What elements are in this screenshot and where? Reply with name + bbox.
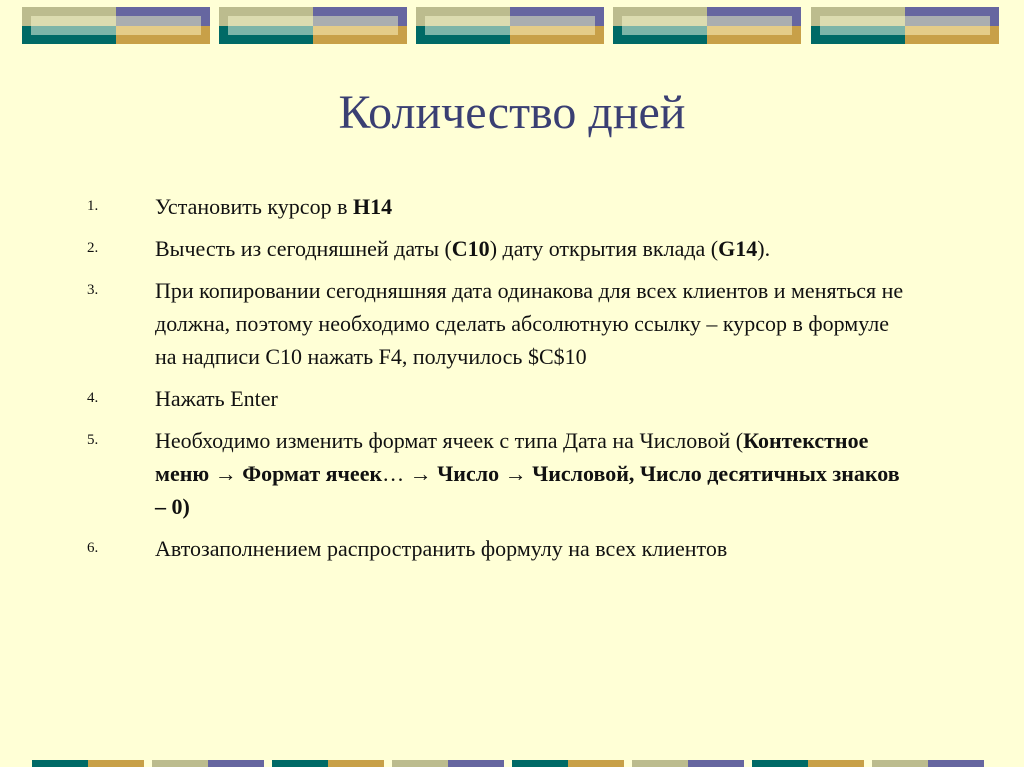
slide-title: Количество дней: [338, 86, 686, 139]
step-text: … →: [382, 461, 438, 486]
step-text: →: [499, 461, 533, 486]
step-text-bold: H14: [352, 194, 393, 219]
step-item: [0, 232, 915, 265]
deco-band: [425, 26, 510, 36]
step-number: 6.: [87, 540, 99, 556]
deco-band: [313, 26, 398, 36]
deco-segment: [392, 760, 448, 767]
deco-band: [707, 26, 792, 36]
deco-segment: [752, 760, 808, 767]
step-item: [0, 190, 915, 223]
deco-band: [905, 16, 990, 26]
deco-block: [416, 7, 604, 44]
deco-band: [31, 26, 116, 36]
step-text: ) дату открытия вклада (: [489, 236, 719, 261]
step-item: [0, 274, 915, 373]
deco-band: [31, 16, 116, 26]
step-text: Необходимо изменить формат ячеек с типа Дата на Числовой (: [155, 428, 744, 453]
top-decorative-bar: [0, 0, 1024, 50]
step-text: ).: [757, 236, 771, 261]
deco-band: [116, 26, 201, 36]
deco-band: [622, 26, 707, 36]
step-number: 3.: [87, 282, 99, 298]
deco-band: [820, 26, 905, 36]
step-text: →: [209, 461, 243, 486]
step-item: [0, 424, 915, 523]
step-item: [0, 532, 915, 565]
steps-list: [0, 190, 1024, 574]
step-item: [0, 382, 915, 415]
deco-band: [116, 16, 201, 26]
deco-segment: [448, 760, 504, 767]
step-text-bold: Числовой, Число десятичных знаков – 0): [155, 461, 900, 519]
step-text: При копировании сегодняшняя дата одинакова для всех клиентов и меняться не должна, поэтому необходимо сделать абсолютную ссылку – курсор в формуле на надписи С10 нажать F4, получилось $C$10: [155, 278, 904, 369]
step-text-bold: Формат ячеек: [242, 461, 383, 486]
deco-band: [228, 16, 313, 26]
step-text-bold: C10: [451, 236, 490, 261]
step-text-bold: Число: [437, 461, 500, 486]
deco-block: [219, 7, 407, 44]
step-text: Автозаполнением распространить формулу на всех клиентов: [155, 536, 728, 561]
step-text: Вычесть из сегодняшней даты (: [155, 236, 452, 261]
deco-segment: [872, 760, 928, 767]
deco-band: [510, 16, 595, 26]
deco-segment: [328, 760, 384, 767]
deco-band: [425, 16, 510, 26]
deco-band: [228, 26, 313, 36]
deco-segment: [568, 760, 624, 767]
deco-segment: [32, 760, 88, 767]
deco-segment: [808, 760, 864, 767]
deco-band: [820, 16, 905, 26]
deco-band: [707, 16, 792, 26]
deco-band: [510, 26, 595, 36]
step-text-bold: G14: [718, 236, 758, 261]
bottom-decorative-bar: [0, 760, 1024, 767]
step-text: Нажать Enter: [155, 386, 278, 411]
deco-segment: [688, 760, 744, 767]
deco-band: [905, 26, 990, 36]
deco-band: [313, 16, 398, 26]
step-number: 5.: [87, 432, 99, 448]
step-number: 4.: [87, 390, 99, 406]
deco-block: [613, 7, 801, 44]
deco-segment: [88, 760, 144, 767]
deco-segment: [272, 760, 328, 767]
deco-band: [622, 16, 707, 26]
step-number: 1.: [87, 198, 99, 214]
step-text: Установить курсор в: [155, 194, 353, 219]
deco-segment: [928, 760, 984, 767]
deco-block: [22, 7, 210, 44]
deco-segment: [512, 760, 568, 767]
step-text-bold: Контекстное меню: [155, 428, 869, 486]
deco-segment: [632, 760, 688, 767]
deco-segment: [152, 760, 208, 767]
step-number: 2.: [87, 240, 99, 256]
deco-segment: [208, 760, 264, 767]
deco-block: [811, 7, 999, 44]
